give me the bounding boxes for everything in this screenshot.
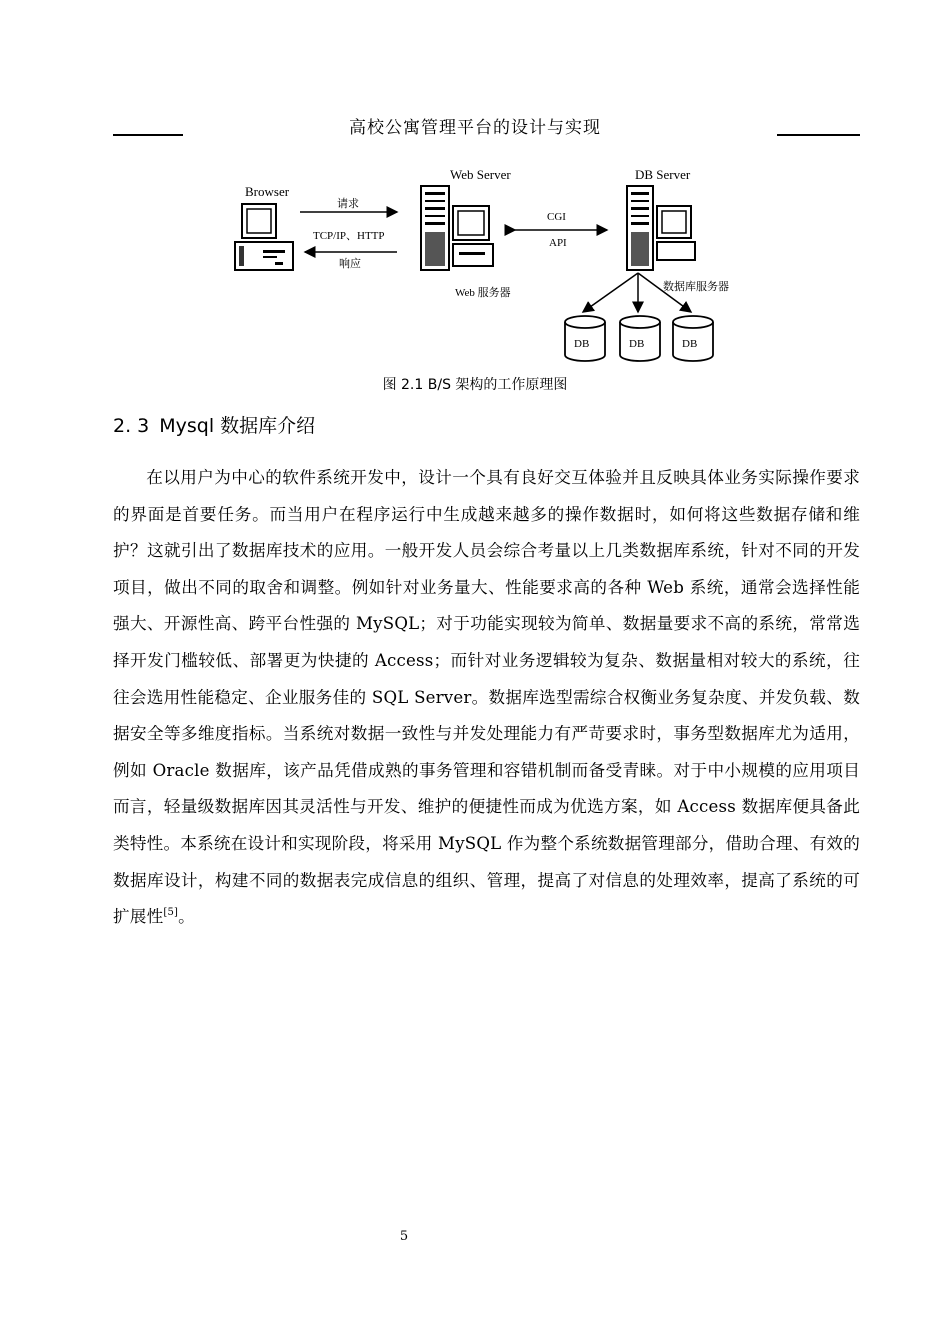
- body-paragraph: [113, 460, 860, 936]
- web-server-cn-label: Web 服务器: [455, 287, 511, 299]
- paragraph-text: 在以用户为中心的软件系统开发中，设计一个具有良好交互体验并且反映具体业务实际操作要求的界面是首要任务。而当用户在程序运行中生成越来越多的操作数据时，如何将这些数据存储和维护？这就引出了数据库技术的应用。一般开发人员会综合考量以上几类数据库系统，针对不同的开发项目，做出不同的取舍和调整。例如针对业务量大、性能要求高的各种 Web 系统，通常会选择性能强大、开源性高、跨平台性强的 MySQL；对于功能实现较为简单、数据量要求不高的系统，常常选择开发门槛较低、部署更为快捷的 Access；而针对业务逻辑较为复杂、数据量相对较大的系统，往往会选用性能稳定、企业服务佳的 SQL Server。数据库选型需综合权衡业务复杂度、并发负载、数据安全等多维度指标。当系统对数据一致性与并发处理能力有严苛要求时，事务型数据库尤为适用，例如 Oracle 数据库，该产品凭借成熟的事务管理和容错机制而备受青睐。对于中小规模的应用项目而言，轻量级数据库因其灵活性与开发、维护的便捷性而成为优选方案，如 Access 数据库便具备此类特性。本系统在设计和实现阶段，将采用 MySQL 作为整个系统数据管理部分，借助合理、有效的数据库设计，构建不同的数据表完成信息的组织、管理，提高了对信息的处理效率，提高了系统的可扩展性: [113, 468, 860, 927]
- db-cylinder-2: [620, 316, 660, 361]
- db-label: DB: [629, 338, 645, 350]
- running-header-title: 高校公寓管理平台的设计与实现: [349, 118, 601, 138]
- browser-label: Browser: [245, 184, 290, 199]
- cgi-label: CGI: [547, 211, 566, 223]
- header-rule-left: [113, 134, 183, 136]
- db-server-label: DB Server: [635, 167, 691, 182]
- request-label: 请求: [337, 198, 359, 210]
- paragraph-ending: 。: [178, 907, 195, 927]
- db-cylinder-1: [565, 316, 605, 361]
- browser-computer-icon: [235, 204, 293, 270]
- figure-caption: 图 2.1 B/S 架构的工作原理图: [382, 377, 568, 393]
- web-server-icon: [421, 186, 493, 270]
- section-number: 2. 3: [113, 415, 150, 437]
- db-arrow-1: [583, 273, 638, 312]
- header-rule-right: [777, 134, 860, 136]
- protocol-label: TCP/IP、HTTP: [313, 230, 385, 242]
- bs-architecture-figure: [225, 160, 745, 370]
- citation-ref[interactable]: [5]: [163, 907, 179, 919]
- response-label: 响应: [339, 258, 361, 270]
- section-title: Mysql 数据库介绍: [159, 415, 316, 437]
- db-server-icon: [627, 186, 695, 270]
- db-label: DB: [574, 338, 590, 350]
- page-number: 5: [399, 1229, 409, 1244]
- db-server-cn-label: 数据库服务器: [663, 281, 729, 293]
- api-label: API: [549, 237, 567, 249]
- db-label: DB: [682, 338, 698, 350]
- web-server-label: Web Server: [450, 167, 511, 182]
- db-cylinder-3: [673, 316, 713, 361]
- bs-architecture-diagram: [225, 160, 745, 370]
- section-heading: [113, 411, 315, 438]
